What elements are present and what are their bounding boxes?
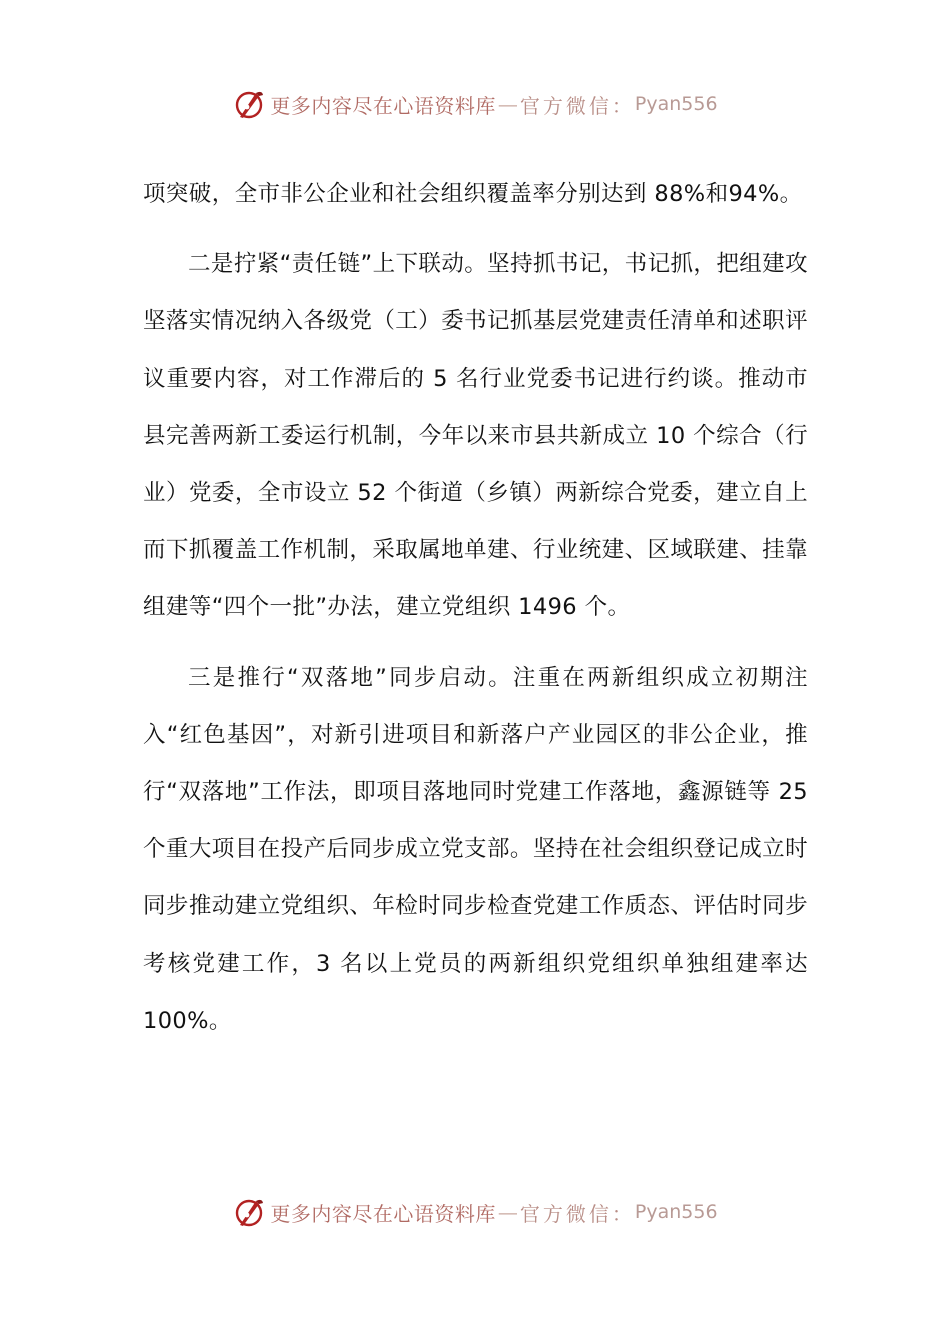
footer-separator: — xyxy=(497,1200,518,1224)
header-wechat-account: Pyan556 xyxy=(634,93,718,115)
document-body xyxy=(143,166,808,1063)
header-brand-text: 更多内容尽在心语资料库 xyxy=(270,93,496,118)
footer-wechat-label: 官方微信： xyxy=(519,1201,635,1226)
footer-banner xyxy=(0,1192,950,1232)
quill-pen-logo-icon xyxy=(232,1195,266,1229)
paragraph-1: 项突破，全市非公企业和社会组织覆盖率分别达到 88%和94%。 xyxy=(143,181,803,207)
paragraph-2: 二是拧紧“责任链”上下联动。坚持抓书记，书记抓，把组建攻坚落实情况纳入各级党（工）委书记抓基层党建责任清单和述职评议重要内容，对工作滞后的 5 名行业党委书记进行约谈。推动市县完善两新工委运行机制，今年以来市县共新成立 10 个综合（行业）党委，全市设立 52 个街道（乡镇）两新综合党委，建立自上而下抓覆盖工作机制，采取属地单建、行业统建、区域联建、挂靠组建等“四个一批”办法，建立党组织 1496 个。 xyxy=(143,251,808,621)
footer-wechat-account: Pyan556 xyxy=(634,1201,718,1223)
header-wechat-label: 官方微信： xyxy=(519,93,635,118)
quill-pen-logo-icon xyxy=(232,87,266,121)
footer-brand-text: 更多内容尽在心语资料库 xyxy=(270,1201,496,1226)
paragraph-3: 三是推行“双落地”同步启动。注重在两新组织成立初期注入“红色基因”，对新引进项目和新落户产业园区的非公企业，推行“双落地”工作法，即项目落地同时党建工作落地，鑫源链等 25 个重大项目在投产后同步成立党支部。坚持在社会组织登记成立时同步推动建立党组织、年检时同步检查党建工作质态、评估时同步考核党建工作，3 名以上党员的两新组织党组织单独组建率达 100%。 xyxy=(143,664,808,1034)
header-banner xyxy=(0,84,950,124)
header-separator: — xyxy=(497,92,518,116)
